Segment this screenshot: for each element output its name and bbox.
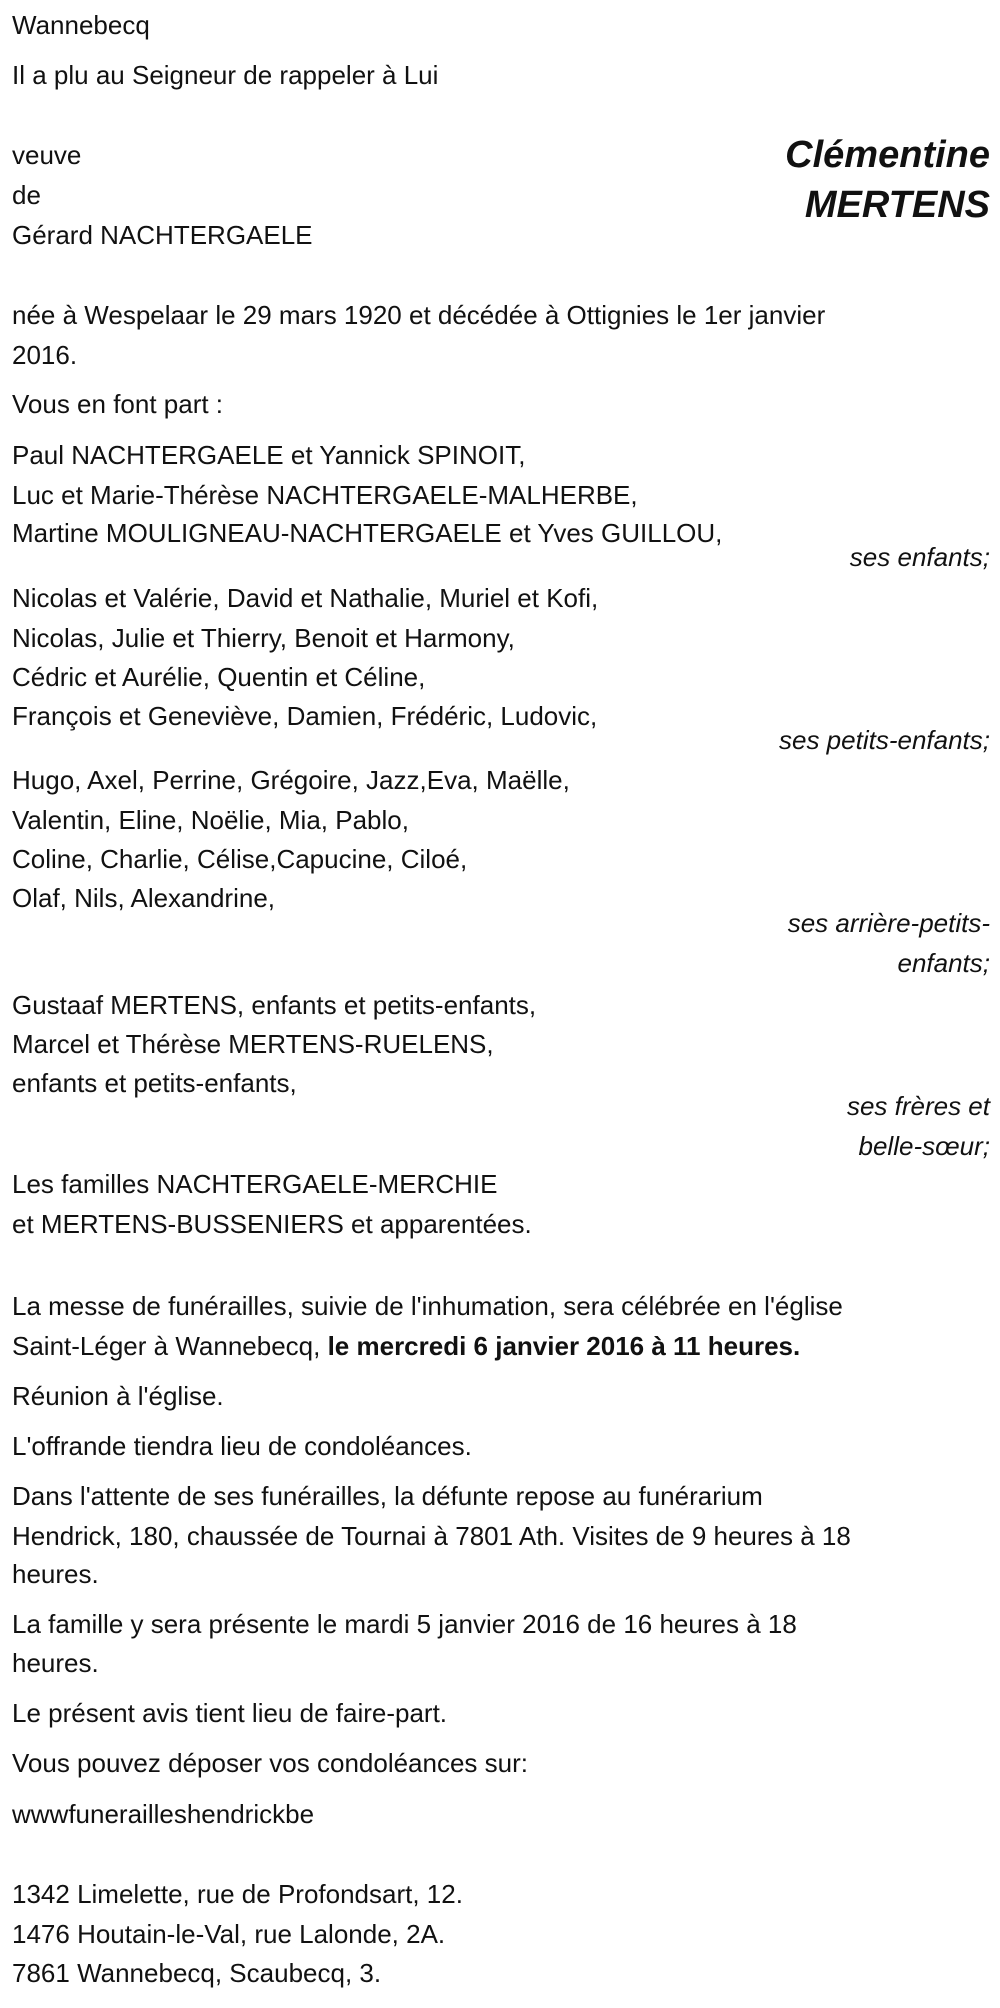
grandchildren-line: Nicolas et Valérie, David et Nathalie, Muriel et Kofi, (12, 583, 599, 613)
widow-line-2: de (12, 180, 41, 210)
funerarium-line-2: Hendrick, 180, chaussée de Tournai à 7801 Ath. Visites de 9 heures à 18 (12, 1521, 851, 1551)
widow-line-3: Gérard NACHTERGAELE (12, 220, 313, 250)
funerarium-line-1: Dans l'attente de ses funérailles, la défunte repose au funérarium (12, 1481, 763, 1511)
great-grandchildren-line: Coline, Charlie, Célise,Capucine, Ciloé, (12, 844, 468, 874)
great-grandchildren-label-2: enfants; (897, 948, 990, 978)
children-line: Luc et Marie-Thérèse NACHTERGAELE-MALHERBE, (12, 480, 638, 510)
meeting-text: Réunion à l'église. (12, 1381, 224, 1411)
ceremony-line-1: La messe de funérailles, suivie de l'inhumation, sera célébrée en l'église (12, 1291, 843, 1321)
children-line: Paul NACHTERGAELE et Yannick SPINOIT, (12, 440, 526, 470)
grandchildren-line: François et Geneviève, Damien, Frédéric, Ludovic, (12, 701, 598, 731)
other-families-line: Les familles NACHTERGAELE-MERCHIE (12, 1169, 498, 1199)
siblings-line: Marcel et Thérèse MERTENS-RUELENS, (12, 1029, 494, 1059)
children-line: Martine MOULIGNEAU-NACHTERGAELE et Yves GUILLOU, (12, 518, 723, 548)
deceased-last-name: MERTENS (804, 184, 990, 226)
address-line: 7861 Wannebecq, Scaubecq, 3. (12, 1958, 382, 1988)
other-families-line: et MERTENS-BUSSENIERS et apparentées. (12, 1209, 532, 1239)
children-label: ses enfants; (849, 542, 990, 572)
ceremony-place: Saint-Léger à Wannebecq, (12, 1331, 328, 1361)
funerarium-line-3: heures. (12, 1559, 99, 1589)
deceased-first-name: Clémentine (785, 134, 990, 176)
great-grandchildren-label-1: ses arrière-petits- (787, 908, 990, 938)
notice-text: Le présent avis tient lieu de faire-part. (12, 1698, 448, 1728)
ceremony-line-2 (12, 1326, 800, 1366)
grandchildren-line: Cédric et Aurélie, Quentin et Céline, (12, 662, 426, 692)
birth-death-line-2: 2016. (12, 340, 78, 370)
siblings-label-1: ses frères et (846, 1091, 990, 1121)
town-heading: Wannebecq (12, 10, 150, 40)
condolences-label: Vous pouvez déposer vos condoléances sur: (12, 1748, 529, 1778)
great-grandchildren-line: Valentin, Eline, Noëlie, Mia, Pablo, (12, 805, 409, 835)
family-presence-line-1: La famille y sera présente le mardi 5 janvier 2016 de 16 heures à 18 (12, 1609, 797, 1639)
siblings-line: enfants et petits-enfants, (12, 1068, 297, 1098)
family-presence-line-2: heures. (12, 1648, 99, 1678)
announce-text: Vous en font part : (12, 389, 224, 419)
siblings-label-2: belle-sœur; (858, 1131, 990, 1161)
grandchildren-label: ses petits-enfants; (779, 725, 990, 755)
great-grandchildren-line: Hugo, Axel, Perrine, Grégoire, Jazz,Eva, Maëlle, (12, 765, 570, 795)
siblings-line: Gustaaf MERTENS, enfants et petits-enfants, (12, 990, 537, 1020)
intro-text: Il a plu au Seigneur de rappeler à Lui (12, 60, 439, 90)
great-grandchildren-line: Olaf, Nils, Alexandrine, (12, 883, 276, 913)
address-line: 1342 Limelette, rue de Profondsart, 12. (12, 1879, 463, 1909)
grandchildren-line: Nicolas, Julie et Thierry, Benoit et Harmony, (12, 623, 515, 653)
offering-text: L'offrande tiendra lieu de condoléances. (12, 1431, 472, 1461)
widow-line-1: veuve (12, 140, 82, 170)
address-line: 1476 Houtain-le-Val, rue Lalonde, 2A. (12, 1919, 446, 1949)
birth-death-line-1: née à Wespelaar le 29 mars 1920 et décédée à Ottignies le 1er janvier (12, 300, 826, 330)
condolences-link[interactable]: wwwfunerailleshendrickbe (12, 1799, 315, 1829)
ceremony-date: le mercredi 6 janvier 2016 à 11 heures. (327, 1331, 801, 1361)
